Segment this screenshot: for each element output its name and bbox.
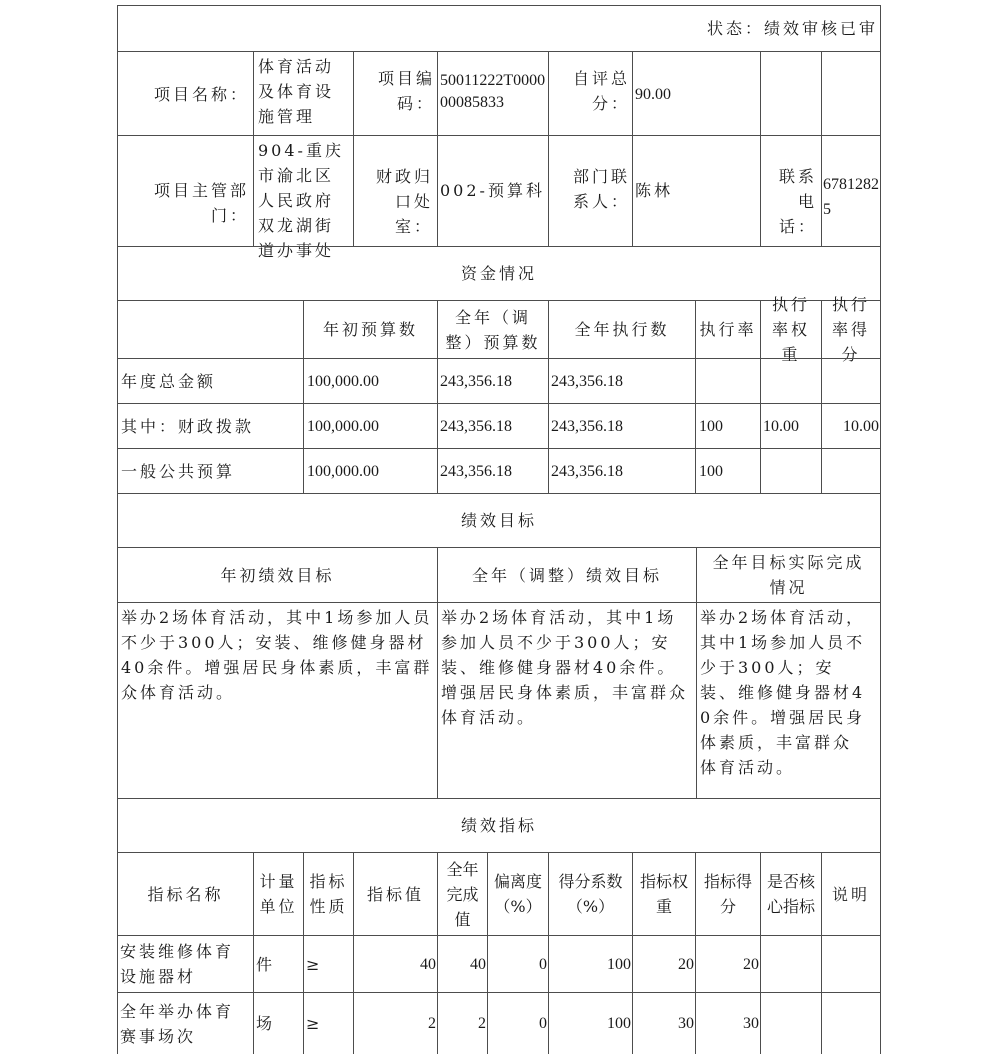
ind-row-core bbox=[760, 935, 822, 993]
funds-row-initial bbox=[303, 403, 438, 449]
funds-value: 100,000.00 bbox=[307, 417, 379, 435]
finance-office-label-cell bbox=[353, 135, 438, 247]
project-name-label-cell bbox=[117, 51, 254, 136]
funds-value: 100,000.00 bbox=[307, 372, 379, 390]
ind-deviation: 0 bbox=[539, 955, 547, 973]
ind-header-label: 得分系数（%） bbox=[558, 872, 623, 916]
finance-office-label: 财政归口处室： bbox=[375, 167, 433, 236]
ind-header-name bbox=[117, 852, 254, 936]
project-code-label-cell bbox=[353, 51, 438, 136]
funds-row-score bbox=[821, 448, 881, 494]
ind-score: 20 bbox=[743, 955, 759, 973]
ind-row-name bbox=[117, 992, 254, 1054]
goals-section-title-cell bbox=[117, 493, 881, 548]
contact-label: 部门联系人： bbox=[572, 167, 630, 211]
ind-weight: 30 bbox=[678, 1015, 694, 1032]
funds-row-rate bbox=[695, 358, 761, 404]
self-score-label-cell bbox=[548, 51, 633, 136]
funds-row-score bbox=[821, 403, 881, 449]
ind-row-nature bbox=[303, 992, 354, 1054]
ind-header-label: 指标值 bbox=[366, 884, 424, 904]
ind-row-nature bbox=[303, 935, 354, 993]
ind-deviation: 0 bbox=[539, 1015, 547, 1032]
funds-section-title: 资金情况 bbox=[460, 264, 537, 283]
ind-header-unit bbox=[253, 852, 304, 936]
project-name-cell bbox=[253, 51, 354, 136]
empty-cell bbox=[821, 51, 881, 136]
ind-row-score bbox=[695, 935, 761, 993]
dept: 904-重庆市渝北区人民政府双龙湖街道办事处 bbox=[258, 141, 344, 260]
ind-row-name bbox=[117, 935, 254, 993]
funds-value: 243,356.18 bbox=[440, 372, 512, 390]
goals-header-label: 全年目标实际完成情况 bbox=[712, 553, 865, 597]
ind-unit: 场 bbox=[256, 1014, 273, 1033]
dept-label-cell bbox=[117, 135, 254, 247]
funds-row-label bbox=[117, 358, 304, 404]
indicators-section-title-cell bbox=[117, 798, 881, 853]
project-code-label: 项目编码： bbox=[377, 69, 435, 113]
funds-row-score bbox=[821, 358, 881, 404]
funds-value: 100,000.00 bbox=[307, 462, 379, 480]
ind-header-label: 是否核心指标 bbox=[766, 872, 815, 916]
goals-header-initial bbox=[117, 547, 438, 603]
ind-row-weight bbox=[632, 992, 696, 1054]
self-score-cell bbox=[632, 51, 761, 136]
ind-name: 全年举办体育赛事场次 bbox=[120, 1001, 235, 1046]
phone: 67812825 bbox=[823, 176, 879, 218]
ind-header-note bbox=[821, 852, 881, 936]
project-name: 体育活动及体育设施管理 bbox=[258, 57, 335, 126]
project-code-cell bbox=[437, 51, 549, 136]
ind-header-label: 偏离度（%） bbox=[493, 872, 542, 916]
funds-value: 243,356.18 bbox=[551, 372, 623, 390]
finance-office-cell bbox=[437, 135, 549, 247]
ind-weight: 20 bbox=[678, 955, 694, 973]
goals-header-actual bbox=[696, 547, 881, 603]
self-score-label: 自评总分： bbox=[573, 69, 631, 113]
funds-header-label: 全年（调整）预算数 bbox=[445, 307, 541, 352]
status-text: 状态：绩效审核已审 bbox=[706, 19, 878, 38]
goals-actual-cell bbox=[696, 602, 881, 799]
goals-initial-cell bbox=[117, 602, 438, 799]
funds-row-label bbox=[117, 448, 304, 494]
ind-name: 安装维修体育设施器材 bbox=[120, 942, 235, 986]
ind-coef: 100 bbox=[607, 955, 631, 973]
funds-value: 100 bbox=[699, 462, 723, 480]
ind-row-note bbox=[821, 992, 881, 1054]
ind-header-weight bbox=[632, 852, 696, 936]
contact-cell bbox=[632, 135, 761, 247]
ind-header-label: 计量单位 bbox=[259, 872, 298, 916]
status-row bbox=[117, 5, 881, 52]
phone-cell bbox=[821, 135, 881, 247]
self-score: 90.00 bbox=[635, 86, 671, 103]
ind-done: 2 bbox=[478, 1015, 486, 1032]
goals-section-title: 绩效目标 bbox=[460, 511, 537, 530]
funds-row-adjusted bbox=[437, 448, 549, 494]
ind-header-deviation bbox=[487, 852, 549, 936]
ind-coef: 100 bbox=[607, 1015, 631, 1032]
ind-header-label: 指标性质 bbox=[309, 872, 348, 916]
funds-value: 243,356.18 bbox=[440, 462, 512, 480]
ind-row-value bbox=[353, 992, 438, 1054]
ind-score: 30 bbox=[743, 1015, 759, 1032]
ind-row-note bbox=[821, 935, 881, 993]
finance-office: 002-预算科 bbox=[440, 181, 545, 200]
empty-cell bbox=[760, 51, 822, 136]
goals-adjusted-cell bbox=[437, 602, 697, 799]
funds-row-executed bbox=[548, 448, 696, 494]
funds-header-label: 执行率得分 bbox=[831, 295, 870, 364]
funds-row-executed bbox=[548, 358, 696, 404]
funds-value: 100 bbox=[699, 417, 723, 435]
funds-value: 10.00 bbox=[763, 417, 799, 435]
funds-header-initial bbox=[303, 300, 438, 359]
funds-row-adjusted bbox=[437, 358, 549, 404]
goals-adjusted: 举办2场体育活动，其中1场参加人员不少于300人；安装、维修健身器材40余件。增强居民身体素质，丰富群众体育活动。 bbox=[441, 608, 689, 727]
goals-initial: 举办2场体育活动，其中1场参加人员不少于300人；安装、维修健身器材40余件。增强居民身体素质，丰富群众体育活动。 bbox=[121, 608, 433, 702]
funds-header-label: 执行率权重 bbox=[771, 295, 810, 364]
phone-label-cell bbox=[760, 135, 822, 247]
ind-header-label: 指标得分 bbox=[703, 872, 752, 916]
funds-header-label: 执行率 bbox=[699, 320, 757, 339]
ind-header-value bbox=[353, 852, 438, 936]
funds-row-label-text: 年度总金额 bbox=[121, 371, 217, 391]
funds-header-weight bbox=[760, 295, 822, 364]
contact-label-cell bbox=[548, 135, 633, 247]
indicators-section-title: 绩效指标 bbox=[460, 816, 537, 835]
funds-header-empty bbox=[117, 300, 304, 359]
funds-header-rate bbox=[695, 300, 761, 359]
ind-row-done bbox=[437, 935, 488, 993]
funds-row-weight bbox=[760, 358, 822, 404]
funds-row-initial bbox=[303, 358, 438, 404]
funds-header-adjusted bbox=[437, 300, 549, 359]
funds-row-rate bbox=[695, 403, 761, 449]
funds-header-score bbox=[821, 295, 881, 364]
ind-row-coef bbox=[548, 992, 633, 1054]
ind-done: 40 bbox=[470, 955, 486, 973]
ind-nature: ≥ bbox=[306, 954, 320, 974]
contact: 陈林 bbox=[635, 181, 674, 200]
funds-header-label: 全年执行数 bbox=[574, 320, 670, 339]
funds-row-initial bbox=[303, 448, 438, 494]
goals-header-label: 年初绩效目标 bbox=[220, 565, 335, 585]
ind-row-unit bbox=[253, 992, 304, 1054]
ind-row-done bbox=[437, 992, 488, 1054]
funds-row-label bbox=[117, 403, 304, 449]
funds-row-label-text: 一般公共预算 bbox=[121, 461, 236, 481]
funds-header-executed bbox=[548, 300, 696, 359]
ind-header-label: 指标名称 bbox=[147, 884, 224, 904]
ind-unit: 件 bbox=[256, 954, 273, 974]
funds-row-weight bbox=[760, 448, 822, 494]
ind-row-deviation bbox=[487, 992, 549, 1054]
ind-header-label: 说明 bbox=[831, 884, 870, 904]
project-name-label: 项目名称： bbox=[153, 85, 249, 104]
funds-row-weight bbox=[760, 403, 822, 449]
funds-value: 243,356.18 bbox=[551, 462, 623, 480]
ind-nature: ≥ bbox=[306, 1014, 320, 1033]
funds-row-adjusted bbox=[437, 403, 549, 449]
ind-header-coef bbox=[548, 852, 633, 936]
funds-value: 10.00 bbox=[843, 417, 879, 435]
goals-header-label: 全年（调整）绩效目标 bbox=[471, 565, 662, 585]
goals-actual: 举办2场体育活动，其中1场参加人员不少于300人；安装、维修健身器材40余件。增强居民身体素质，丰富群众体育活动。 bbox=[700, 608, 866, 777]
ind-value: 2 bbox=[428, 1015, 436, 1032]
funds-row-executed bbox=[548, 403, 696, 449]
goals-header-adjusted bbox=[437, 547, 697, 603]
ind-header-score bbox=[695, 852, 761, 936]
funds-row-label-text: 其中：财政拨款 bbox=[121, 416, 255, 436]
funds-header-label: 年初预算数 bbox=[322, 320, 418, 339]
funds-row-rate bbox=[695, 448, 761, 494]
phone-label: 联系电话： bbox=[778, 167, 817, 236]
dept-label: 项目主管部门： bbox=[153, 181, 249, 225]
ind-row-value bbox=[353, 935, 438, 993]
ind-row-coef bbox=[548, 935, 633, 993]
ind-header-core bbox=[760, 852, 822, 936]
ind-row-weight bbox=[632, 935, 696, 993]
ind-header-nature bbox=[303, 852, 354, 936]
funds-value: 243,356.18 bbox=[551, 417, 623, 435]
ind-row-deviation bbox=[487, 935, 549, 993]
ind-header-label: 全年完成值 bbox=[446, 859, 479, 929]
ind-row-unit bbox=[253, 935, 304, 993]
ind-value: 40 bbox=[420, 955, 436, 973]
ind-row-core bbox=[760, 992, 822, 1054]
dept-cell bbox=[253, 135, 354, 260]
project-code: 50011222T000000085833 bbox=[440, 72, 546, 111]
ind-header-label: 指标权重 bbox=[639, 872, 688, 916]
ind-header-done bbox=[437, 852, 488, 936]
funds-value: 243,356.18 bbox=[440, 417, 512, 435]
ind-row-score bbox=[695, 992, 761, 1054]
